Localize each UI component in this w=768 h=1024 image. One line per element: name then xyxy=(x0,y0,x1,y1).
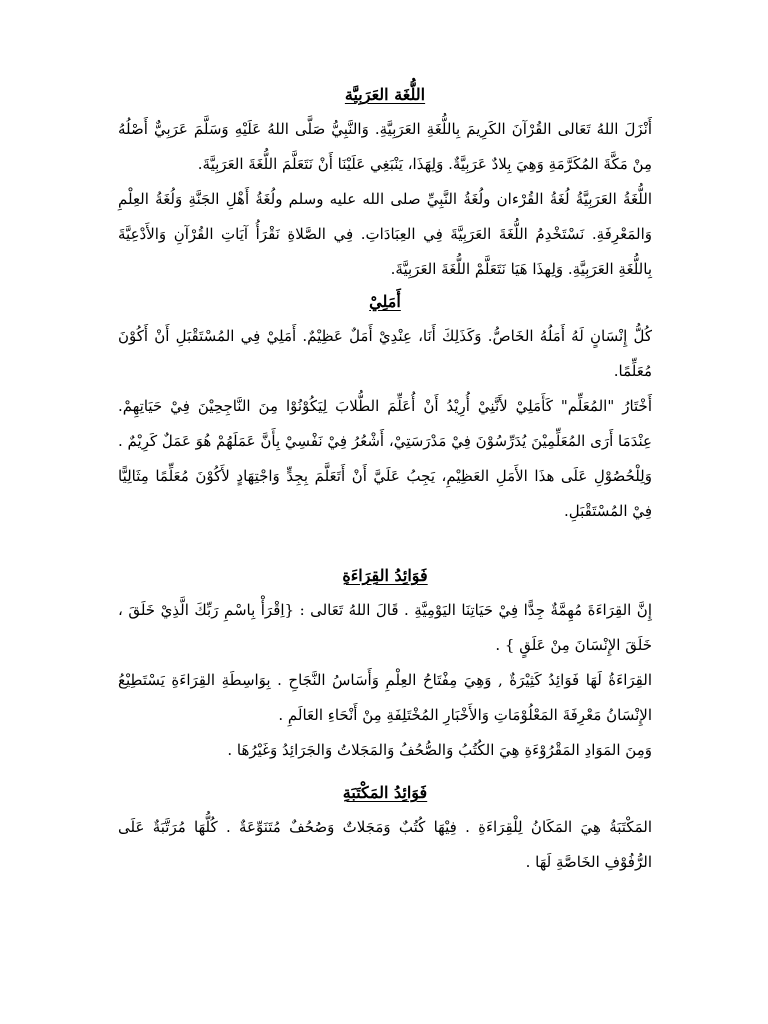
paragraph-arabic-language-1: أَنْزَلَ اللهُ تَعَالى القُرْآنَ الكَرِيمَ بِاللُّغَةِ العَرَبِيَّةِ. وَالنَّبِيُّ صَلَّى اللهُ عَلَيْهِ وَسَلَّمَ عَرَبِيٌّ أَصْلُهُ مِنْ مَكَّةَ المُكَرَّمَةِ وَهِيَ بِلادٌ عَرَبِيَّةٌ. وَلِهَذَا، يَنْبَغِي عَلَيْنَا أَنْ نَتَعَلَّمَ اللُّغَةَ العَرَبِيَّةَ. xyxy=(118,120,652,173)
paragraph-my-hope-2: أَخْتَارُ "المُعَلِّم" كَأَمَلِيْ لأَنَّنِيْ أُرِيْدُ أَنْ أُعَلِّمَ الطُّلابَ لِيَكُوْنُوْا مِنَ النَّاجِحِيْنَ فِيْ حَيَاتِهِمْ. عِنْدَمَا أَرَى المُعَلِّمِيْنَ يُدَرِّسُوْنَ فِيْ مَدْرَسَتِيْ، أَشْعُرُ فِيْ نَفْسِيْ بِأَنَّ عَمَلَهُمْ هُوَ عَمَلٌ كَرِيْمٌ . وَلِلْحُصُوْلِ عَلَى هذَا الأَمَلِ العَظِيْمِ، يَجِبُ عَلَيَّ أَنْ أَتَعَلَّمَ بِجِدٍّ وَاجْتِهَادٍ لأَكُوْنَ مُعَلِّمًا مِثَالِيًّا فِيْ المُسْتَقْبَلِ. xyxy=(118,397,652,520)
heading-reading-benefits: فَوَائِدُ القِرَاءَةِ xyxy=(342,566,428,585)
paragraph-reading-2: القِرَاءَةُ لَهَا فَوَائِدُ كَثِيْرَةٌ , وَهِيَ مِفْتَاحُ العِلْمِ وَأَسَاسُ النَّجَاحِ . بِوَاسِطَةِ القِرَاءَةِ يَسْتَطِيْعُ الإِنْسَانُ مَعْرِفَةَ المَعْلُوْمَاتِ وَالأَخْبَارِ المُخْتَلِفَةِ مِنْ أَنْحَاءِ العَالَمِ . xyxy=(118,671,652,724)
paragraph-library-1: المَكْتَبَةُ هِيَ المَكَانُ لِلْقِرَاءَةِ . فِيْهَا كُتُبٌ وَمَجَلاتٌ وَصُحُفٌ مُتَنَوِّعَةٌ . كُلُّهَا مُرَتَّبَةٌ عَلَى الرُّفُوْفِ الخَاصَّةِ لَهَا . xyxy=(118,818,652,871)
paragraph-reading-3: وَمِنَ المَوَادِ المَقْرُوْءَةِ هِيَ الكُتُبُ وَالصُّحُفُ وَالمَجَلاتُ وَالجَرَائِدُ وَغَيْرُهَا . xyxy=(227,741,652,759)
paragraph-arabic-language-2: اللُّغَةُ العَرَبِيَّةُ لُغَةُ القُرْءان ولُغَةُ النَّبِيِّ صلى الله عليه وسلم ولُغَةُ أَهْلِ الجَنَّةِ وَلُغَةُ العِلْمِ وَالمَعْرِفَةِ. نَسْتَخْدِمُ اللُّغَةَ العَرَبِيَّةَ فِي العِبَادَاتِ. فِي الصَّلاةِ نَقْرَأُ آيَاتِ القُرْآنِ وَالأَدْعِيَّةَ بِاللُّغَةِ العَرَبِيَّةِ. وَلِهذَا هَيَا نَتَعَلَّمْ اللُّغَةَ العَرَبِيَّةَ. xyxy=(118,190,652,278)
heading-arabic-language: اللُّغَة العَرَبِيَّة xyxy=(344,85,426,104)
paragraph-my-hope-1: كُلُّ إِنْسَانٍ لَهُ أَمَلُهُ الخَاصُّ. وَكَذَلِكَ أَنَا، عِنْدِيْ أَمَلٌ عَظِيْمٌ. أَمَلِيْ فِي المُسْتَقْبَلِ أَنْ أَكُوْنَ مُعَلِّمًا. xyxy=(118,327,652,380)
heading-library-benefits: فَوَائِدُ المَكْتَبَةِ xyxy=(342,783,428,802)
paragraph-reading-1: إِنَّ القِرَاءَةَ مُهِمَّةٌ جِدًّا فِيْ حَيَاتِنَا اليَوْمِيَّةِ . قَالَ اللهُ تَعَالى : {اِقْرَأْ بِاسْمِ رَبِّكَ الَّذِيْ خَلَقَ ، خَلَقَ الإِنْسَانَ مِنْ عَلَقٍ } . xyxy=(118,601,652,654)
heading-my-hope: أَمَلِيْ xyxy=(369,292,401,311)
